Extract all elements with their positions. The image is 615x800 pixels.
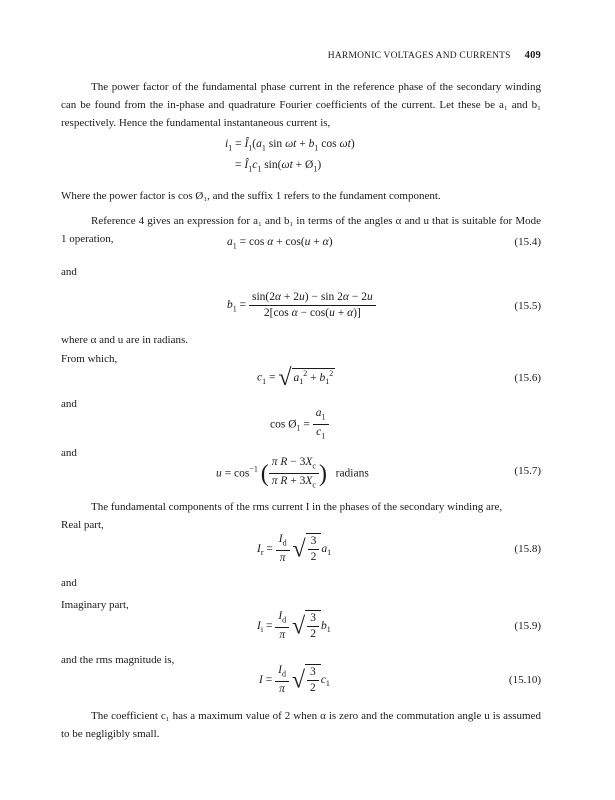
text-and-4: and [61,577,77,589]
equation-15-9: $I_i$ = $\frac{I_d}{\pi}$ √ $\frac{3}{2}$ $b_1$ (15.9) [257,610,541,642]
running-title: HARMONIC VOLTAGES AND CURRENTS [327,51,511,61]
equation-number: (15.5) [514,300,541,312]
equation-15-8: $I_r$ = $\frac{I_d}{\pi}$ √ $\frac{3}{2}$ $a_1$ (15.8) [257,533,541,565]
paragraph-power-factor: Where the power factor is cos Ø₁, and the suffix 1 refers to the fundament component. [61,190,441,202]
text-imaginary-part: Imaginary part, [61,599,129,611]
paragraph-coefficient-max: The coefficient c₁ has a maximum value of 2 when α is zero and the commutation angle u is assumed to be negligibly small. [61,710,541,740]
equation-15-5: $b_1$ = $\frac{\sin(2\alpha + 2u) - \sin 2\alpha - 2u}{\text{2[cos α − cos(u + α)]}}$ (15.5) [227,291,541,319]
paragraph-radians: where α and u are in radians. [61,334,189,346]
running-header [328,50,541,61]
radians-label: radians [335,467,369,480]
equation-number: (15.6) [514,372,541,384]
equation-15-6: $c_1$ = √ $a_1^2 + b_1^2$ (15.6) [257,365,541,391]
equation-number: (15.4) [514,236,541,248]
page-number: 409 [524,50,541,61]
text-rms-magnitude: and the rms magnitude is, [61,654,175,666]
paragraph-rms-components: The fundamental components of the rms current I in the phases of the secondary winding are, [91,501,503,513]
paragraph-reference: Reference 4 gives an expression for a₁ and b₁ in terms of the angles α and u that is suitable for Mode 1 operation, [61,215,541,245]
paragraph-intro: The power factor of the fundamental phase current in the reference phase of the secondary winding can be found from the in-phase and quadrature Fourier coefficients of the current. Let these be a₁ and b₁ respectively. Hence the fundamental instantaneous current is, [61,81,541,129]
text-real-part: Real part, [61,519,104,531]
text-and-3: and [61,447,77,459]
equation-number: (15.9) [514,620,541,632]
text-and-2: and [61,398,77,410]
equation-number: (15.8) [514,543,541,555]
paragraph-from-which: From which, [61,353,118,365]
equation-15-4: $a_1 = \cos \alpha + \cos(u + \alpha)$ (15.4) [227,236,541,251]
equation-number: (15.7) [514,465,541,477]
equation-number: (15.10) [508,674,541,686]
text-and-1: and [61,266,77,278]
equation-instantaneous-current-2: = $Î_1c_1$ $\sin(\omega t + Ø_1)$ [235,159,322,174]
equation-15-7: $u = \cos^{-1}$ ( $\frac{\pi R - 3X_c}{\pi R + 3X_c}$ ) radians (15.7) [216,456,541,490]
equation-instantaneous-current-1: $i_1$ = $Î_1(a_1$ $\sin \omega t + b_1$ cos ωt) [225,138,355,153]
equation-15-10: I = $\frac{I_d}{\pi}$ √ $\frac{3}{2}$ $c_1$ (15.10) [259,664,541,696]
equation-power-factor: $\cos Ø_1$ = $\frac{a_1}{c_1}$ [61,406,541,442]
